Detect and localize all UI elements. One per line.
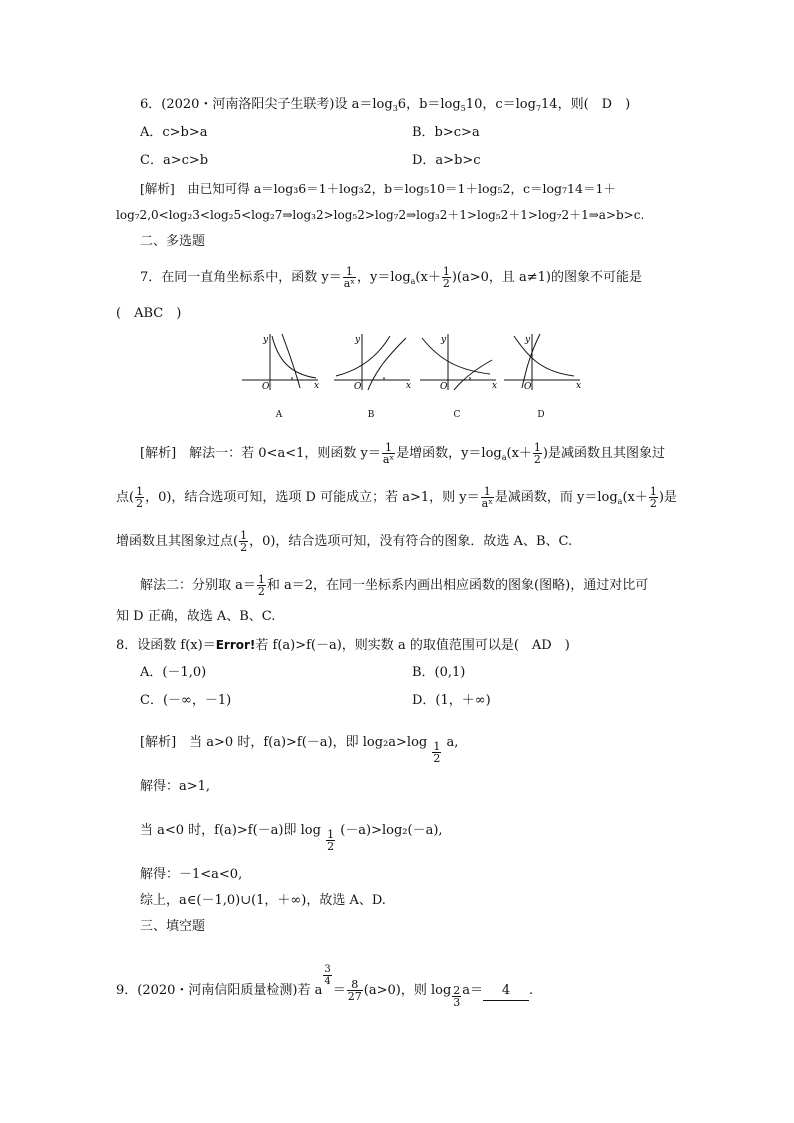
graph-label-c: C (453, 410, 461, 420)
q8-option-b: B．(0,1) (412, 665, 466, 680)
graph-d (500, 330, 582, 392)
q7-solution-line3: 增函数且其图象过点( $\frac{1}{2}$ ，0)，结合选项可知，没有符合的图象．故选 A、B、C. (116, 529, 573, 554)
graph-label-b: B (367, 410, 375, 420)
graph-label-d: D (537, 410, 545, 420)
graph-c-x-label: x (492, 381, 498, 391)
q9-stem: 9．(2020・河南信阳质量检测)若 a $\frac{3}{4}$ ＝ $\frac{8}{27}$ (a>0)，则 log $\frac{2}{3}$ a＝ 4 . (116, 964, 534, 1009)
graph-a-origin: O (262, 382, 270, 392)
q7-solution-line1: [解析] 解法一：若 0<a<1，则函数 y＝ $\frac{1}{\text{aˣ}}$ 是增函数，$y=\log_a(x+$ $\frac{1}{2}$ )是减函数且其图象过 (140, 441, 665, 466)
graph-a-x-label: x (314, 381, 320, 391)
graph-a (238, 330, 320, 392)
q7-solution-line5: 知 D 正确，故选 A、B、C. (116, 609, 276, 624)
q7-stem: 7．在同一直角坐标系中，函数 y＝ $\frac{1}{\text{aˣ}}$ ，$y=\log_a(x+$ $\frac{1}{2}$ )(a>0，且 a≠1)的图象不可能是 (140, 265, 643, 290)
q8-option-c: C．(－∞，－1) (140, 693, 232, 708)
graph-b (330, 330, 412, 392)
q6-stem: 6．(2020・河南洛阳尖子生联考)设 $a=\log_36$，$b=\log_510$，$c=\log_714$，则( D ) (140, 97, 631, 113)
graph-d-x-label: x (576, 381, 582, 391)
q6-option-b: B．b>c>a (412, 125, 480, 140)
q6-solution-line1: [解析] 由已知可得 a＝log₃6＝1＋log₃2，b＝log₅10＝1＋log₅2，c＝log₇14＝1＋ (140, 181, 616, 196)
q8-option-d: D．(1，＋∞) (412, 693, 491, 708)
q9-answer-blank: 4 (483, 982, 529, 1001)
graph-label-a: A (275, 410, 283, 420)
graph-d-exp-curve (514, 336, 574, 376)
graph-c-log-curve (454, 360, 492, 390)
graph-b-exp-curve (336, 336, 390, 376)
q8-solution-line3: 当 a<0 时，f(a)>f(－a)即 log $\frac{1}{2}$ (－a)>log₂(－a), (140, 823, 443, 853)
q6-solution-line2: log₇2,0<log₂3<log₂5<log₂7⇒log₃2>log₅2>log₇2⇒log₃2＋1>log₅2＋1>log₇2＋1⇒a>b>c. (116, 208, 645, 222)
q6-option-d: D．a>b>c (412, 153, 481, 168)
graph-c-y-label: y (441, 335, 447, 345)
graph-c (416, 330, 498, 392)
graph-b-y-label: y (355, 335, 361, 345)
section-multi-choice: 二、多选题 (140, 234, 206, 249)
section-fill-blank: 三、填空题 (140, 919, 206, 934)
q8-solution-line4: 解得：－1<a<0, (140, 867, 243, 882)
q7-solution-line2: 点( $\frac{1}{2}$ ，0)，结合选项可知，选项 D 可能成立；若 a>1，则 y＝ $\frac{1}{\text{aˣ}}$ 是减函数，而 $y=\log_a(x+$ $\frac{1}{2}$ )是 (116, 485, 677, 510)
q8-solution-line5: 综上，a∈(－1,0)∪(1，＋∞)，故选 A、D. (140, 893, 386, 908)
q6-option-a: A．c>b>a (140, 125, 208, 140)
graph-d-y-label: y (525, 335, 531, 345)
q6-option-c: C．a>c>b (140, 153, 209, 168)
q8-solution-line2: 解得：a>1, (140, 779, 211, 794)
q8-option-a: A．(－1,0) (140, 665, 207, 680)
graph-c-exp-curve (422, 338, 490, 374)
q7-answer: ( ABC ) (116, 306, 182, 321)
q7-solution-line4: 解法二：分别取 a＝ $\frac{1}{2}$ 和 a＝2，在同一坐标系内画出相应函数的图象(图略)，通过对比可 (140, 573, 649, 598)
graph-c-origin: O (440, 382, 448, 392)
graph-b-origin: O (354, 382, 362, 392)
graph-a-y-label: y (263, 335, 269, 345)
graph-d-origin: O (524, 382, 532, 392)
graph-b-log-curve (368, 338, 406, 390)
graph-a-exp-curve (272, 336, 316, 378)
q8-solution-line1: [解析] 当 a>0 时，f(a)>f(－a)，即 log₂a>log $\frac{1}{2}$ a, (140, 735, 459, 765)
graph-b-x-label: x (406, 381, 412, 391)
q8-stem: 8．设函数 f(x)＝Error!若 f(a)>f(－a)，则实数 a 的取值范围可以是( AD ) (116, 638, 570, 653)
